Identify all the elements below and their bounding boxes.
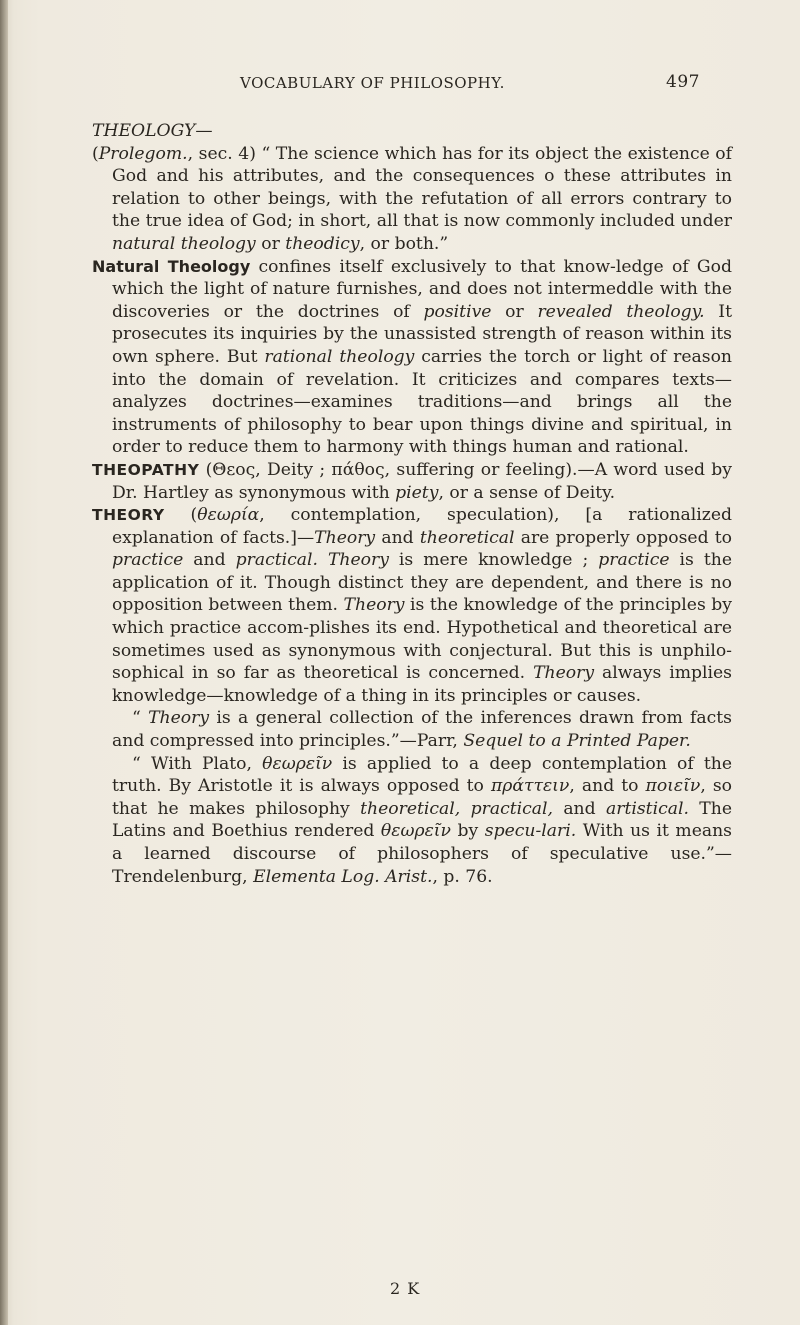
- theory-quote-parr: “ Theory is a general collection of the inferences drawn from facts and compressed into principles.”—Parr, Sequel to a Printed Paper.: [112, 708, 732, 752]
- theory-quote-trendelenburg: “ With Plato, θεωρεῖν is applied to a deep contemplation of the truth. By Aristotle it is always opposed to πράττειν, and to ποιεῖν, so that he makes philosophy theoretical, practical, and artistical. The Latins and Boethius rendered θεωρεῖν by specu-lari. With us it means a learned discourse of philosophers of speculative use.”—Trendelenburg, Elementa Log. Arist., p. 76.: [112, 753, 733, 887]
- theopathy-entry: THEOPATHY (Θεος, Deity ; πάθος, suffering or feeling).—A word used by Dr. Hartley as synonymous with piety, or a sense of Deity.: [92, 459, 732, 503]
- natural-theology-entry: Natural Theology confines itself exclusively to that know-ledge of God which the light of nature furnishes, and does not intermeddle with the discoveries or the doctrines of positive or revealed theology. It prosecutes its inquiries by the unassisted strength of reason within its own sphere. But rational theology carries the torch or light of reason into the domain of revelation. It criticizes and compares texts—analyzes doctrines—examines traditions—and brings all the instruments of philosophy to bear upon things divine and spiritual, in order to reduce them to harmony with things human and rational.: [92, 256, 732, 458]
- page-body: [92, 120, 732, 888]
- subentry-natural-theology: Natural Theology: [92, 256, 251, 276]
- ref-prolegom: Prolegom.: [98, 143, 188, 164]
- book-spine-edge: [0, 0, 8, 1325]
- signature-mark: 2 K: [390, 1279, 421, 1298]
- entry-term-theory: THEORY: [92, 506, 165, 525]
- entry-heading-theology: THEOLOGY—: [92, 121, 213, 141]
- theory-entry: THEORY (θεωρία, contemplation, speculation), [a rationalized explanation of facts.]—Theory and theoretical are properly opposed to practice and practical. Theory is mere knowledge ; practice is the application of it. Though distinct they are dependent, and there is no opposition between them. Theory is the knowledge of the principles by which practice accom-plishes its end. Hypothetical and theoretical are sometimes used as synonymous with conjectural. But this is unphilo-sophical in so far as theoretical is concerned. Theory always implies knowledge—knowledge of a thing in its principles or causes.: [92, 505, 733, 706]
- page-number: 497: [666, 72, 700, 92]
- entry-term-theopathy: THEOPATHY: [92, 460, 200, 479]
- theology-definition: (Prolegom., sec. 4) “ The science which has for its object the existence of God and his attributes, and the consequences o these attributes in relation to other beings, with the refutation of all errors contrary to the true idea of God; in short, all that is now commonly included under natural theology or theodicy, or both.”: [92, 143, 732, 254]
- header-title: VOCABULARY OF PHILOSOPHY.: [240, 74, 505, 92]
